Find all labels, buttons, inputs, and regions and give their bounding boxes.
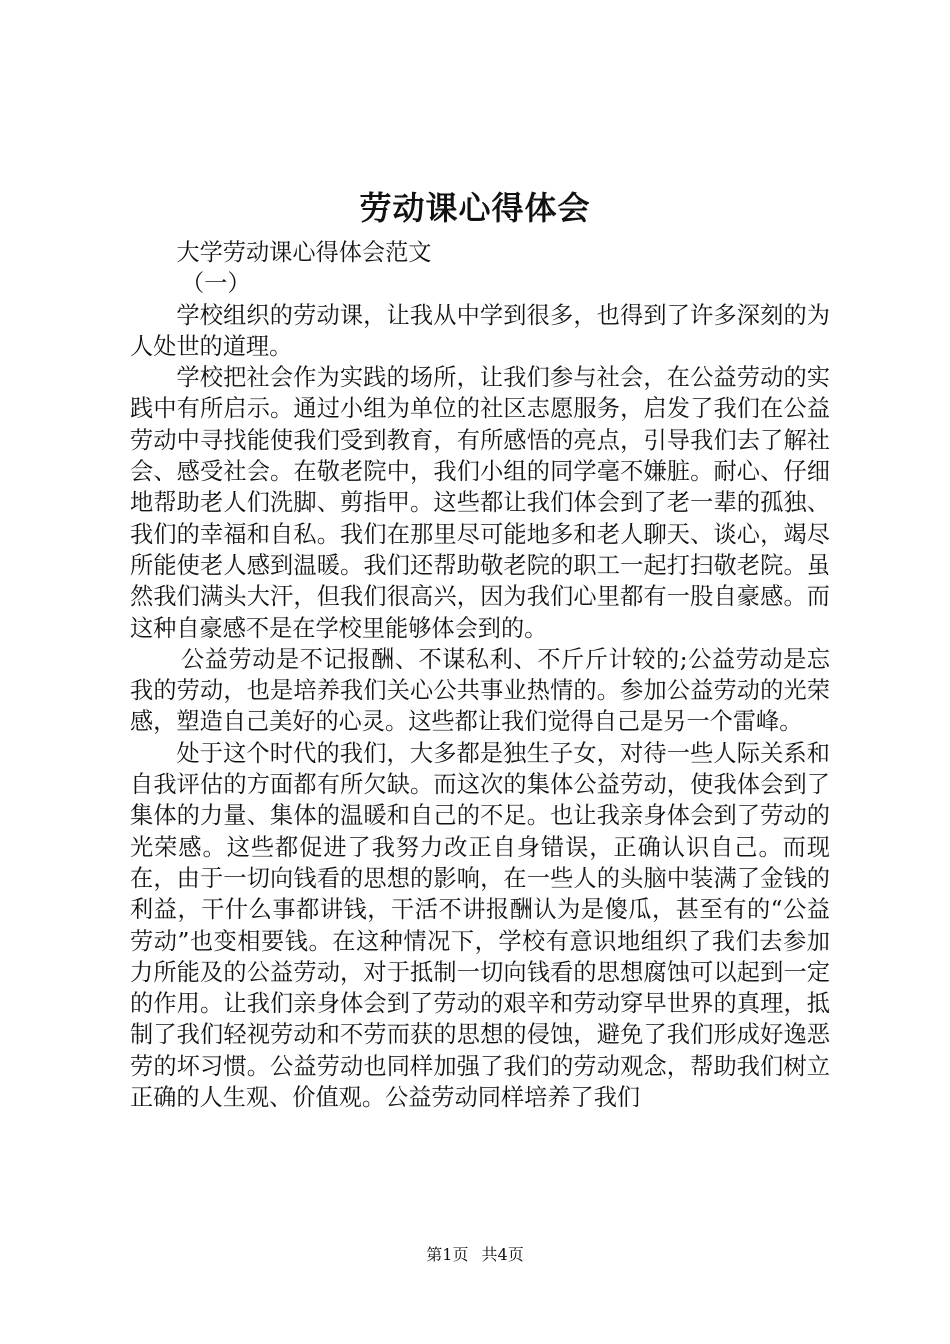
body-paragraph: 公益劳动是不记报酬、不谋私利、不斤斤计较的;公益劳动是忘我的劳动，也是培养我们关心公共事业热情的。参加公益劳动的光荣感，塑造自己美好的心灵。这些都让我们觉得自己是另一个雷峰。 bbox=[130, 645, 830, 736]
section-marker: （一） bbox=[181, 270, 251, 298]
page-number: 第1页 bbox=[426, 1245, 469, 1264]
document-subtitle: 大学劳动课心得体会范文 bbox=[176, 239, 432, 266]
page-total: 共4页 bbox=[481, 1245, 524, 1264]
document-body bbox=[130, 237, 830, 1113]
document-title: 劳动课心得体会 bbox=[359, 189, 591, 227]
body-paragraph: 学校组织的劳动课，让我从中学到很多，也得到了许多深刻的为人处世的道理。 bbox=[130, 301, 830, 360]
page-footer bbox=[0, 1244, 950, 1266]
body-paragraph: 处于这个时代的我们，大多都是独生子女，对待一些人际关系和自我评估的方面都有所欠缺。而这次的集体公益劳动，使我体会到了集体的力量、集体的温暖和自己的不足。也让我亲身体会到了劳动的光荣感。这些都促进了我努力改正自身错误，正确认识自己。而现在，由于一切向钱看的思想的影响，在一些人的头脑中装满了金钱的利益，干什么事都讲钱，干活不讲报酬认为是傻瓜，甚至有的“公益劳动”也变相要钱。在这种情况下，学校有意识地组织了我们去参加力所能及的公益劳动，对于抵制一切向钱看的思想腐蚀可以起到一定的作用。让我们亲身体会到了劳动的艰辛和劳动穿早世界的真理，抵制了我们轻视劳动和不劳而获的思想的侵蚀，避免了我们形成好逸恶劳的坏习惯。公益劳动也同样加强了我们的劳动观念，帮助我们树立正确的人生观、价值观。公益劳动同样培养了我们 bbox=[130, 739, 830, 1112]
body-paragraph: 学校把社会作为实践的场所，让我们参与社会，在公益劳动的实践中有所启示。通过小组为单位的社区志愿服务，启发了我们在公益劳动中寻找能使我们受到教育，有所感悟的亮点，引导我们去了解社会、感受社会。在敬老院中，我们小组的同学毫不嫌脏。耐心、仔细地帮助老人们洗脚、剪指甲。这些都让我们体会到了老一辈的孤独、我们的幸福和自私。我们在那里尽可能地多和老人聊天、谈心，竭尽所能使老人感到温暖。我们还帮助敬老院的职工一起打扫敬老院。虽然我们满头大汗，但我们很高兴，因为我们心里都有一股自豪感。而这种自豪感不是在学校里能够体会到的。 bbox=[130, 364, 830, 642]
